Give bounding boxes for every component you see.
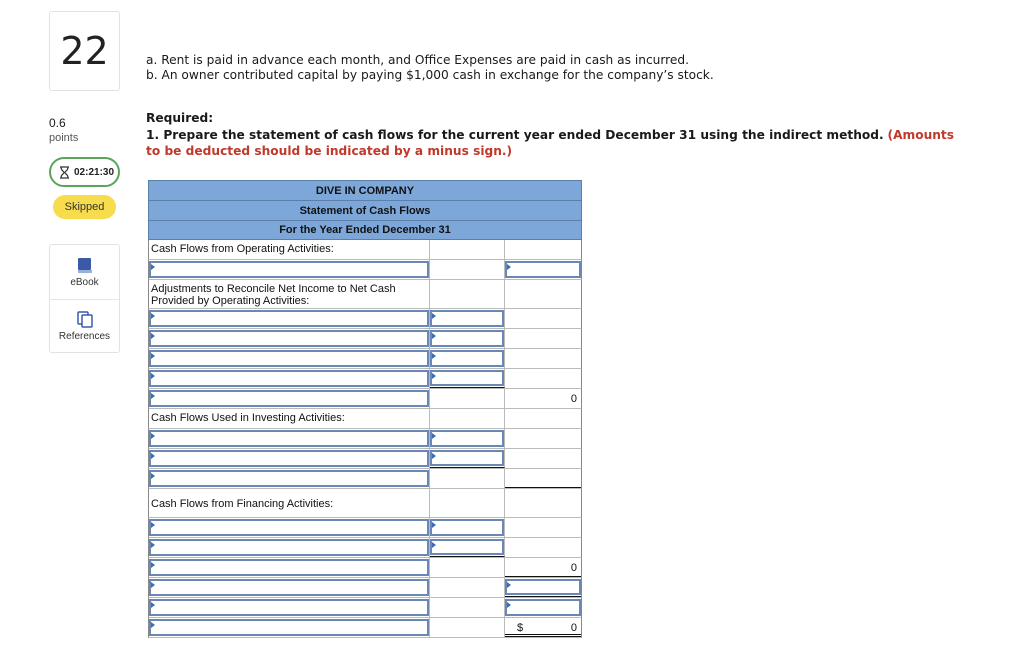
references-icon bbox=[77, 311, 93, 328]
amount-input[interactable] bbox=[505, 579, 581, 595]
account-input[interactable] bbox=[149, 390, 429, 407]
table-row bbox=[148, 389, 582, 409]
ebook-button[interactable] bbox=[50, 257, 119, 288]
operating-total: 0 bbox=[570, 393, 577, 405]
question-number: 22 bbox=[49, 11, 120, 91]
status-badge: Skipped bbox=[53, 195, 116, 219]
info-line-a: a. Rent is paid in advance each month, and Office Expenses are paid in cash as incurred. bbox=[146, 53, 690, 67]
table-row bbox=[148, 369, 582, 389]
account-input[interactable] bbox=[149, 579, 429, 596]
timer-value: 02:21:30 bbox=[74, 166, 115, 178]
amount-input[interactable] bbox=[430, 450, 504, 466]
currency-symbol: $ bbox=[517, 622, 524, 634]
statement-period: For the Year Ended December 31 bbox=[148, 220, 582, 240]
table-row bbox=[148, 618, 582, 638]
amount-input[interactable] bbox=[430, 430, 504, 447]
book-icon bbox=[77, 257, 93, 274]
table-row bbox=[148, 489, 582, 518]
info-line-b: b. An owner contributed capital by paying $1,000 cash in exchange for the company’s stock. bbox=[146, 68, 714, 82]
amount-input[interactable] bbox=[430, 310, 504, 327]
table-row bbox=[148, 260, 582, 280]
table-row bbox=[148, 309, 582, 329]
amount-input[interactable] bbox=[430, 519, 504, 536]
account-input[interactable] bbox=[149, 519, 429, 536]
table-row bbox=[148, 578, 582, 598]
amount-input[interactable] bbox=[430, 370, 504, 386]
table-row bbox=[148, 598, 582, 618]
cash-flow-statement bbox=[148, 180, 582, 638]
divider bbox=[50, 299, 119, 300]
statement-title: Statement of Cash Flows bbox=[148, 200, 582, 220]
amount-input[interactable] bbox=[430, 330, 504, 347]
ebook-label: eBook bbox=[70, 277, 99, 288]
required-note: (Amounts to be deducted should be indicated by a minus sign.) bbox=[146, 128, 955, 158]
references-label: References bbox=[58, 331, 111, 342]
account-input[interactable] bbox=[149, 310, 429, 327]
points-value: 0.6 bbox=[49, 116, 66, 130]
account-input[interactable] bbox=[149, 350, 429, 367]
final-total: 0 bbox=[570, 622, 577, 634]
points-label: points bbox=[49, 132, 79, 144]
required-text bbox=[146, 127, 966, 159]
company-name: DIVE IN COMPANY bbox=[148, 180, 582, 200]
account-input[interactable] bbox=[149, 330, 429, 347]
timer[interactable] bbox=[49, 157, 120, 187]
financing-total: 0 bbox=[570, 562, 577, 574]
account-input[interactable] bbox=[149, 370, 429, 387]
table-row bbox=[148, 329, 582, 349]
account-input[interactable] bbox=[149, 599, 429, 616]
account-input[interactable] bbox=[149, 450, 429, 467]
table-row bbox=[148, 538, 582, 558]
hourglass-icon bbox=[59, 166, 70, 179]
required-instruction: 1. Prepare the statement of cash flows for the current year ended December 31 using the indirect method. bbox=[146, 128, 884, 142]
table-row bbox=[148, 240, 582, 260]
financing-label: Cash Flows from Financing Activities: bbox=[151, 498, 334, 510]
operating-label: Cash Flows from Operating Activities: bbox=[151, 243, 334, 255]
table-row bbox=[148, 518, 582, 538]
table-row bbox=[148, 349, 582, 369]
table-row bbox=[148, 558, 582, 578]
account-input[interactable] bbox=[149, 559, 429, 576]
account-input[interactable] bbox=[149, 539, 429, 556]
table-row bbox=[148, 280, 582, 309]
investing-label: Cash Flows Used in Investing Activities: bbox=[151, 412, 345, 424]
amount-input[interactable] bbox=[505, 599, 581, 616]
amount-input[interactable] bbox=[505, 261, 581, 278]
account-input[interactable] bbox=[149, 619, 429, 636]
account-input[interactable] bbox=[149, 430, 429, 447]
account-input[interactable] bbox=[149, 470, 429, 487]
adjustments-label: Adjustments to Reconcile Net Income to Net Cash Provided by Operating Activities: bbox=[151, 283, 396, 307]
table-row bbox=[148, 429, 582, 449]
account-input[interactable] bbox=[149, 261, 429, 278]
table-row bbox=[148, 409, 582, 429]
table-row bbox=[148, 449, 582, 469]
required-title: Required: bbox=[146, 111, 214, 125]
references-button[interactable] bbox=[50, 311, 119, 342]
tools-panel bbox=[49, 244, 120, 353]
table-row bbox=[148, 469, 582, 489]
amount-input[interactable] bbox=[430, 539, 504, 555]
amount-input[interactable] bbox=[430, 350, 504, 367]
